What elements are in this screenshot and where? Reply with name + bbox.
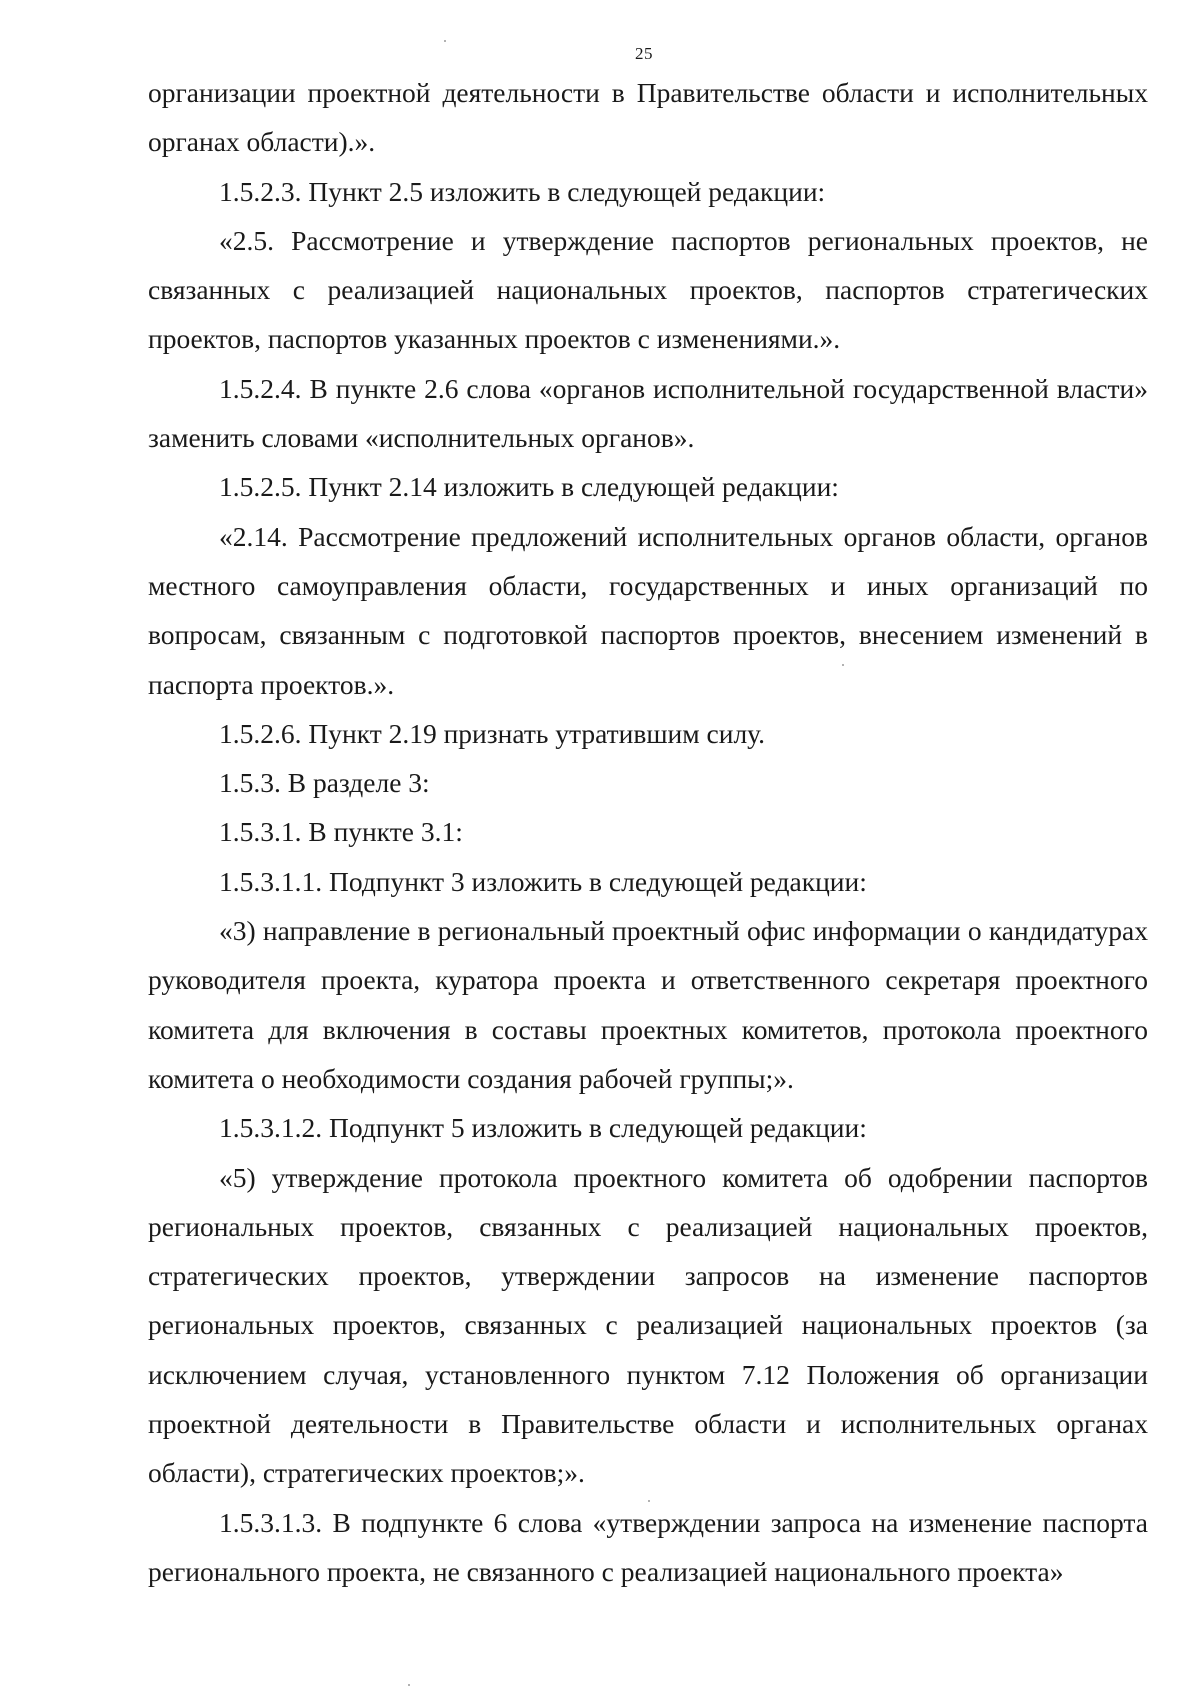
paragraph-quote-subitem-3: «3) направление в региональный проектный офис информации о кандидатурах руководителя проекта, куратора проекта и ответственного секретаря проектного комитета для включения в составы проектных комитетов, протокола проектного комитета о необходимости создания рабочей группы;».: [148, 915, 1148, 1094]
scan-speck: [648, 1500, 650, 1502]
page-number: 25: [635, 44, 653, 63]
paragraph-1-5-3-1-2: 1.5.3.1.2. Подпункт 5 изложить в следующей редакции:: [219, 1112, 867, 1144]
scan-speck: [842, 664, 844, 666]
scan-speck: [408, 1684, 410, 1686]
paragraph-1-5-2-5: 1.5.2.5. Пункт 2.14 изложить в следующей редакции:: [219, 471, 839, 503]
document-body: [148, 68, 1148, 1596]
scan-speck: [444, 40, 446, 42]
paragraph-continuation: организации проектной деятельности в Правительстве области и исполнительных органах области).».: [148, 77, 1148, 158]
paragraph-1-5-3-1-1: 1.5.3.1.1. Подпункт 3 изложить в следующей редакции:: [219, 865, 867, 897]
paragraph-quote-subitem-5: «5) утверждение протокола проектного комитета об одобрении паспортов региональных проектов, связанных с реализацией национальных проектов, стратегических проектов, утверждении запросов на изменение паспортов региональных проектов, связанных с реализацией национальных проектов (за исключением случая, установленного пунктом 7.12 Положения об организации проектной деятельности в Правительстве области и исполнительных органах области), стратегических проектов;».: [148, 1161, 1148, 1489]
paragraph-1-5-2-6: 1.5.2.6. Пункт 2.19 признать утратившим силу.: [219, 717, 766, 749]
paragraph-1-5-3-1: 1.5.3.1. В пункте 3.1:: [219, 816, 463, 848]
paragraph-1-5-3: 1.5.3. В разделе 3:: [219, 767, 430, 799]
paragraph-1-5-3-1-3: 1.5.3.1.3. В подпункте 6 слова «утверждении запроса на изменение паспорта регионального проекта, не связанного с реализацией национального проекта»: [148, 1506, 1148, 1587]
paragraph-quote-2-14: «2.14. Рассмотрение предложений исполнительных органов области, органов местного самоуправления области, государственных и иных организаций по вопросам, связанным с подготовкой паспортов проектов, внесением изменений в паспорта проектов.».: [148, 520, 1148, 700]
paragraph-quote-2-5: «2.5. Рассмотрение и утверждение паспортов региональных проектов, не связанных с реализацией национальных проектов, паспортов стратегических проектов, паспортов указанных проектов с изменениями.».: [148, 224, 1148, 355]
paragraph-1-5-2-3: 1.5.2.3. Пункт 2.5 изложить в следующей редакции:: [219, 175, 826, 207]
paragraph-1-5-2-4: 1.5.2.4. В пункте 2.6 слова «органов исполнительной государственной власти» заменить словами «исполнительных органов».: [148, 372, 1148, 454]
